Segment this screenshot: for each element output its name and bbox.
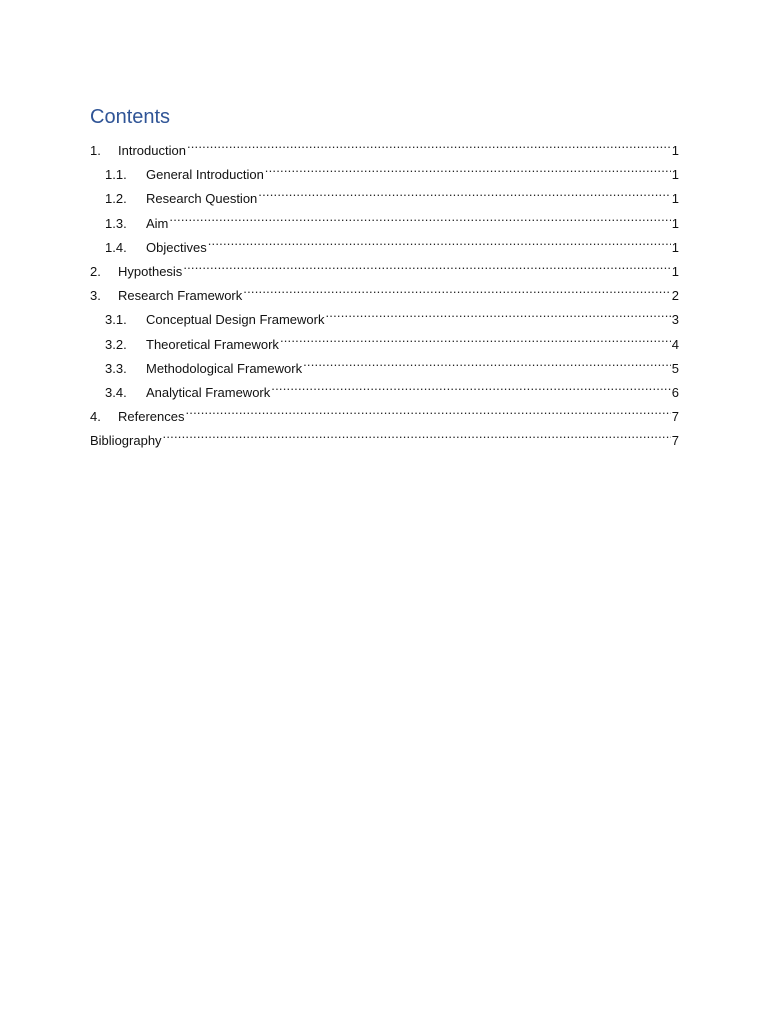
toc-entry-page: 1: [671, 263, 679, 279]
toc-entry-number: 4.: [90, 409, 101, 425]
toc-dot-leader: [265, 155, 671, 179]
toc-dot-leader: [208, 228, 671, 252]
toc-entry-title: Methodological Framework: [146, 360, 303, 376]
toc-entry-objectives[interactable]: [90, 228, 679, 255]
toc-entry-title: Research Framework: [118, 288, 243, 304]
toc-entry-page: 1: [671, 191, 679, 207]
toc-entry-number: 3.3.: [105, 360, 127, 376]
toc-entry-number: 2.: [90, 263, 101, 279]
toc-entry-title: Bibliography: [90, 433, 162, 449]
toc-entry-introduction[interactable]: [90, 131, 679, 158]
toc-entry-title: General Introduction: [146, 167, 264, 183]
toc-entry-title: Hypothesis: [118, 263, 183, 279]
toc-dot-leader: [163, 421, 671, 445]
toc-entry-bibliography[interactable]: [90, 421, 679, 449]
toc-entry-page: 2: [671, 288, 679, 304]
toc-entry-title: Theoretical Framework: [146, 336, 279, 352]
toc-entry-page: 1: [671, 167, 679, 183]
toc-entry-page: 1: [671, 239, 679, 255]
toc-entry-title: Research Question: [146, 191, 258, 207]
toc-dot-leader: [183, 252, 670, 276]
toc-heading: Contents: [90, 106, 171, 128]
toc-entry-title: Analytical Framework: [146, 384, 271, 400]
toc-entry-aim[interactable]: [90, 204, 679, 231]
toc-dot-leader: [258, 179, 670, 203]
toc-entry-number: 3.1.: [105, 312, 127, 328]
toc-entry-number: 3.2.: [105, 336, 127, 352]
toc-entry-number: 3.4.: [105, 384, 127, 400]
toc-dot-leader: [325, 300, 670, 324]
toc-entry-number: 1.3.: [105, 215, 127, 231]
toc-dot-leader: [271, 373, 671, 397]
toc-entry-page: 6: [671, 384, 679, 400]
toc-dot-leader: [243, 276, 671, 300]
toc-entry-title: Conceptual Design Framework: [146, 312, 325, 328]
toc-entry-title: References: [118, 409, 185, 425]
toc-entry-page: 1: [671, 215, 679, 231]
toc-entry-title: Aim: [146, 215, 169, 231]
toc-dot-leader: [280, 325, 671, 349]
toc-entry-number: 1.4.: [105, 239, 127, 255]
toc-dot-leader: [169, 204, 670, 228]
toc-entry-number: 3.: [90, 288, 101, 304]
toc-entry-page: 7: [671, 409, 679, 425]
toc-entry-title: Introduction: [118, 143, 186, 158]
toc-entry-number: 1.: [90, 143, 101, 158]
toc-dot-leader: [187, 131, 671, 155]
table-of-contents: [90, 131, 679, 449]
toc-entry-number: 1.1.: [105, 167, 127, 183]
toc-entry-page: 7: [671, 433, 679, 449]
toc-entry-page: 3: [671, 312, 679, 328]
toc-entry-page: 5: [671, 360, 679, 376]
toc-entry-page: 4: [671, 336, 679, 352]
toc-entry-page: 1: [671, 143, 679, 158]
toc-entry-number: 1.2.: [105, 191, 127, 207]
toc-dot-leader: [303, 349, 671, 373]
toc-dot-leader: [185, 397, 670, 421]
toc-entry-title: Objectives: [146, 239, 207, 255]
